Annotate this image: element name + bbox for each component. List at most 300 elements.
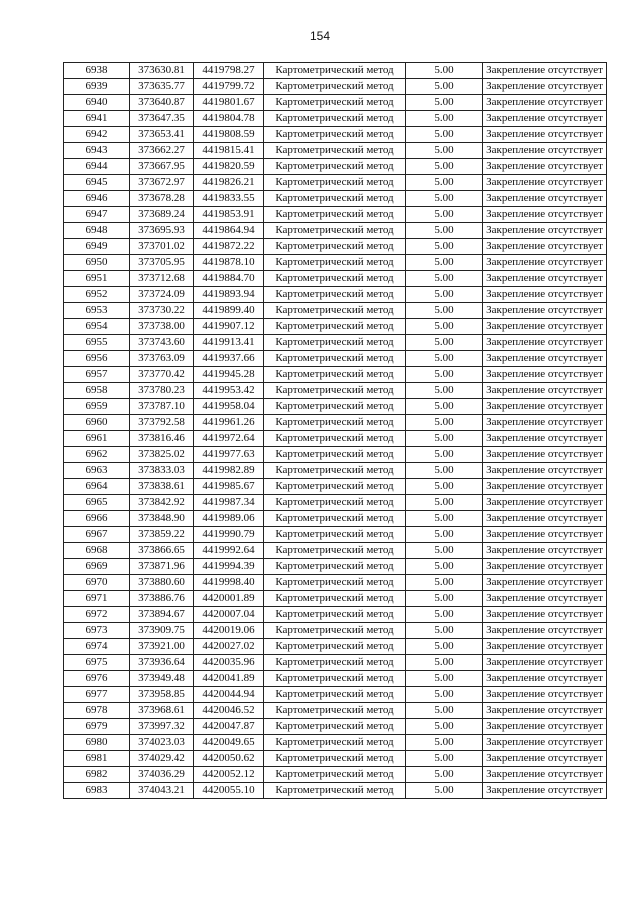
table-row [64,511,607,527]
accuracy-cell: 5.00 [406,399,483,415]
accuracy-cell: 5.00 [406,623,483,639]
method-cell: Картометрический метод [264,479,406,495]
x-coordinate-cell: 373958.85 [130,687,194,703]
fixation-cell: Закрепление отсутствует [483,559,607,575]
method-cell: Картометрический метод [264,287,406,303]
fixation-cell: Закрепление отсутствует [483,751,607,767]
x-coordinate-cell: 373695.93 [130,223,194,239]
accuracy-cell: 5.00 [406,223,483,239]
fixation-cell: Закрепление отсутствует [483,63,607,79]
fixation-cell: Закрепление отсутствует [483,687,607,703]
y-coordinate-cell: 4419799.72 [194,79,264,95]
x-coordinate-cell: 373833.03 [130,463,194,479]
accuracy-cell: 5.00 [406,479,483,495]
point-number-cell: 6950 [64,255,130,271]
method-cell: Картометрический метод [264,383,406,399]
fixation-cell: Закрепление отсутствует [483,511,607,527]
fixation-cell: Закрепление отсутствует [483,767,607,783]
point-number-cell: 6976 [64,671,130,687]
x-coordinate-cell: 373701.02 [130,239,194,255]
y-coordinate-cell: 4419893.94 [194,287,264,303]
y-coordinate-cell: 4420001.89 [194,591,264,607]
method-cell: Картометрический метод [264,223,406,239]
method-cell: Картометрический метод [264,95,406,111]
accuracy-cell: 5.00 [406,111,483,127]
method-cell: Картометрический метод [264,703,406,719]
y-coordinate-cell: 4419833.55 [194,191,264,207]
method-cell: Картометрический метод [264,63,406,79]
method-cell: Картометрический метод [264,111,406,127]
accuracy-cell: 5.00 [406,687,483,703]
y-coordinate-cell: 4420050.62 [194,751,264,767]
fixation-cell: Закрепление отсутствует [483,463,607,479]
accuracy-cell: 5.00 [406,527,483,543]
x-coordinate-cell: 373630.81 [130,63,194,79]
x-coordinate-cell: 373763.09 [130,351,194,367]
accuracy-cell: 5.00 [406,191,483,207]
x-coordinate-cell: 373894.67 [130,607,194,623]
table-row [64,287,607,303]
y-coordinate-cell: 4419864.94 [194,223,264,239]
table-row [64,207,607,223]
method-cell: Картометрический метод [264,527,406,543]
accuracy-cell: 5.00 [406,175,483,191]
point-number-cell: 6939 [64,79,130,95]
y-coordinate-cell: 4419989.06 [194,511,264,527]
y-coordinate-cell: 4419990.79 [194,527,264,543]
method-cell: Картометрический метод [264,239,406,255]
x-coordinate-cell: 373730.22 [130,303,194,319]
table-row [64,623,607,639]
table-row [64,79,607,95]
accuracy-cell: 5.00 [406,335,483,351]
table-row [64,543,607,559]
table-row [64,239,607,255]
accuracy-cell: 5.00 [406,607,483,623]
accuracy-cell: 5.00 [406,79,483,95]
point-number-cell: 6980 [64,735,130,751]
method-cell: Картометрический метод [264,175,406,191]
accuracy-cell: 5.00 [406,575,483,591]
x-coordinate-cell: 373678.28 [130,191,194,207]
point-number-cell: 6940 [64,95,130,111]
accuracy-cell: 5.00 [406,783,483,799]
fixation-cell: Закрепление отсутствует [483,127,607,143]
accuracy-cell: 5.00 [406,287,483,303]
point-number-cell: 6971 [64,591,130,607]
x-coordinate-cell: 373997.32 [130,719,194,735]
y-coordinate-cell: 4419994.39 [194,559,264,575]
method-cell: Картометрический метод [264,751,406,767]
accuracy-cell: 5.00 [406,735,483,751]
fixation-cell: Закрепление отсутствует [483,719,607,735]
fixation-cell: Закрепление отсутствует [483,543,607,559]
method-cell: Картометрический метод [264,607,406,623]
table-row [64,335,607,351]
accuracy-cell: 5.00 [406,719,483,735]
x-coordinate-cell: 373667.95 [130,159,194,175]
accuracy-cell: 5.00 [406,271,483,287]
y-coordinate-cell: 4420019.06 [194,623,264,639]
table-row [64,735,607,751]
point-number-cell: 6978 [64,703,130,719]
accuracy-cell: 5.00 [406,463,483,479]
fixation-cell: Закрепление отсутствует [483,191,607,207]
y-coordinate-cell: 4419953.42 [194,383,264,399]
accuracy-cell: 5.00 [406,751,483,767]
y-coordinate-cell: 4419992.64 [194,543,264,559]
table-row [64,111,607,127]
point-number-cell: 6944 [64,159,130,175]
table-row [64,639,607,655]
fixation-cell: Закрепление отсутствует [483,591,607,607]
x-coordinate-cell: 373662.27 [130,143,194,159]
fixation-cell: Закрепление отсутствует [483,255,607,271]
y-coordinate-cell: 4419972.64 [194,431,264,447]
method-cell: Картометрический метод [264,783,406,799]
fixation-cell: Закрепление отсутствует [483,623,607,639]
point-number-cell: 6974 [64,639,130,655]
y-coordinate-cell: 4419872.22 [194,239,264,255]
x-coordinate-cell: 373838.61 [130,479,194,495]
x-coordinate-cell: 373770.42 [130,367,194,383]
accuracy-cell: 5.00 [406,543,483,559]
method-cell: Картометрический метод [264,415,406,431]
method-cell: Картометрический метод [264,191,406,207]
point-number-cell: 6982 [64,767,130,783]
method-cell: Картометрический метод [264,655,406,671]
point-number-cell: 6963 [64,463,130,479]
accuracy-cell: 5.00 [406,303,483,319]
y-coordinate-cell: 4420035.96 [194,655,264,671]
x-coordinate-cell: 373968.61 [130,703,194,719]
y-coordinate-cell: 4419945.28 [194,367,264,383]
accuracy-cell: 5.00 [406,447,483,463]
table-row [64,559,607,575]
x-coordinate-cell: 373936.64 [130,655,194,671]
x-coordinate-cell: 373909.75 [130,623,194,639]
method-cell: Картометрический метод [264,639,406,655]
fixation-cell: Закрепление отсутствует [483,415,607,431]
method-cell: Картометрический метод [264,399,406,415]
point-number-cell: 6973 [64,623,130,639]
method-cell: Картометрический метод [264,207,406,223]
y-coordinate-cell: 4419913.41 [194,335,264,351]
y-coordinate-cell: 4419853.91 [194,207,264,223]
x-coordinate-cell: 373825.02 [130,447,194,463]
point-number-cell: 6972 [64,607,130,623]
accuracy-cell: 5.00 [406,655,483,671]
table-row [64,751,607,767]
x-coordinate-cell: 373886.76 [130,591,194,607]
fixation-cell: Закрепление отсутствует [483,271,607,287]
x-coordinate-cell: 374029.42 [130,751,194,767]
point-number-cell: 6955 [64,335,130,351]
point-number-cell: 6967 [64,527,130,543]
table-row [64,607,607,623]
x-coordinate-cell: 373743.60 [130,335,194,351]
point-number-cell: 6945 [64,175,130,191]
point-number-cell: 6966 [64,511,130,527]
x-coordinate-cell: 373738.00 [130,319,194,335]
accuracy-cell: 5.00 [406,351,483,367]
table-row [64,399,607,415]
y-coordinate-cell: 4419820.59 [194,159,264,175]
point-number-cell: 6960 [64,415,130,431]
table-row [64,127,607,143]
fixation-cell: Закрепление отсутствует [483,223,607,239]
page-number: 154 [309,29,331,43]
point-number-cell: 6968 [64,543,130,559]
point-number-cell: 6964 [64,479,130,495]
method-cell: Картометрический метод [264,143,406,159]
y-coordinate-cell: 4419907.12 [194,319,264,335]
method-cell: Картометрический метод [264,303,406,319]
y-coordinate-cell: 4420041.89 [194,671,264,687]
point-number-cell: 6969 [64,559,130,575]
accuracy-cell: 5.00 [406,207,483,223]
coordinates-table [63,62,607,799]
x-coordinate-cell: 373647.35 [130,111,194,127]
method-cell: Картометрический метод [264,159,406,175]
table-row [64,303,607,319]
x-coordinate-cell: 373842.92 [130,495,194,511]
method-cell: Картометрический метод [264,351,406,367]
y-coordinate-cell: 4419958.04 [194,399,264,415]
x-coordinate-cell: 373866.65 [130,543,194,559]
y-coordinate-cell: 4419826.21 [194,175,264,191]
point-number-cell: 6975 [64,655,130,671]
y-coordinate-cell: 4420055.10 [194,783,264,799]
y-coordinate-cell: 4419815.41 [194,143,264,159]
point-number-cell: 6943 [64,143,130,159]
table-row [64,703,607,719]
method-cell: Картометрический метод [264,79,406,95]
y-coordinate-cell: 4419798.27 [194,63,264,79]
accuracy-cell: 5.00 [406,159,483,175]
fixation-cell: Закрепление отсутствует [483,175,607,191]
fixation-cell: Закрепление отсутствует [483,351,607,367]
method-cell: Картометрический метод [264,463,406,479]
fixation-cell: Закрепление отсутствует [483,239,607,255]
point-number-cell: 6956 [64,351,130,367]
fixation-cell: Закрепление отсутствует [483,655,607,671]
accuracy-cell: 5.00 [406,767,483,783]
fixation-cell: Закрепление отсутствует [483,335,607,351]
point-number-cell: 6947 [64,207,130,223]
point-number-cell: 6965 [64,495,130,511]
fixation-cell: Закрепление отсутствует [483,447,607,463]
x-coordinate-cell: 373816.46 [130,431,194,447]
x-coordinate-cell: 373848.90 [130,511,194,527]
point-number-cell: 6957 [64,367,130,383]
method-cell: Картометрический метод [264,623,406,639]
table-row [64,223,607,239]
fixation-cell: Закрепление отсутствует [483,735,607,751]
accuracy-cell: 5.00 [406,431,483,447]
y-coordinate-cell: 4419937.66 [194,351,264,367]
accuracy-cell: 5.00 [406,639,483,655]
point-number-cell: 6979 [64,719,130,735]
x-coordinate-cell: 373712.68 [130,271,194,287]
fixation-cell: Закрепление отсутствует [483,639,607,655]
accuracy-cell: 5.00 [406,63,483,79]
method-cell: Картометрический метод [264,671,406,687]
x-coordinate-cell: 373705.95 [130,255,194,271]
accuracy-cell: 5.00 [406,559,483,575]
table-row [64,351,607,367]
x-coordinate-cell: 374036.29 [130,767,194,783]
accuracy-cell: 5.00 [406,127,483,143]
method-cell: Картометрический метод [264,543,406,559]
method-cell: Картометрический метод [264,255,406,271]
table-row [64,175,607,191]
accuracy-cell: 5.00 [406,367,483,383]
accuracy-cell: 5.00 [406,591,483,607]
table-row [64,431,607,447]
table-row [64,527,607,543]
fixation-cell: Закрепление отсутствует [483,207,607,223]
accuracy-cell: 5.00 [406,511,483,527]
fixation-cell: Закрепление отсутствует [483,95,607,111]
fixation-cell: Закрепление отсутствует [483,607,607,623]
x-coordinate-cell: 373949.48 [130,671,194,687]
point-number-cell: 6961 [64,431,130,447]
x-coordinate-cell: 374043.21 [130,783,194,799]
method-cell: Картометрический метод [264,447,406,463]
table-row [64,447,607,463]
table-row [64,319,607,335]
fixation-cell: Закрепление отсутствует [483,783,607,799]
method-cell: Картометрический метод [264,559,406,575]
accuracy-cell: 5.00 [406,671,483,687]
accuracy-cell: 5.00 [406,239,483,255]
table-row [64,63,607,79]
accuracy-cell: 5.00 [406,95,483,111]
table-row [64,143,607,159]
table-row [64,95,607,111]
point-number-cell: 6951 [64,271,130,287]
point-number-cell: 6949 [64,239,130,255]
table-row [64,495,607,511]
y-coordinate-cell: 4419977.63 [194,447,264,463]
fixation-cell: Закрепление отсутствует [483,431,607,447]
y-coordinate-cell: 4419899.40 [194,303,264,319]
table-row [64,783,607,799]
method-cell: Картометрический метод [264,719,406,735]
fixation-cell: Закрепление отсутствует [483,143,607,159]
table-row [64,687,607,703]
fixation-cell: Закрепление отсутствует [483,303,607,319]
x-coordinate-cell: 373640.87 [130,95,194,111]
table-row [64,159,607,175]
x-coordinate-cell: 373780.23 [130,383,194,399]
method-cell: Картометрический метод [264,591,406,607]
fixation-cell: Закрепление отсутствует [483,671,607,687]
method-cell: Картометрический метод [264,575,406,591]
y-coordinate-cell: 4419808.59 [194,127,264,143]
accuracy-cell: 5.00 [406,703,483,719]
method-cell: Картометрический метод [264,431,406,447]
method-cell: Картометрический метод [264,767,406,783]
point-number-cell: 6959 [64,399,130,415]
x-coordinate-cell: 373635.77 [130,79,194,95]
table-row [64,415,607,431]
table-row [64,671,607,687]
point-number-cell: 6952 [64,287,130,303]
x-coordinate-cell: 373672.97 [130,175,194,191]
point-number-cell: 6962 [64,447,130,463]
point-number-cell: 6958 [64,383,130,399]
accuracy-cell: 5.00 [406,255,483,271]
x-coordinate-cell: 373921.00 [130,639,194,655]
y-coordinate-cell: 4420046.52 [194,703,264,719]
point-number-cell: 6977 [64,687,130,703]
table-row [64,255,607,271]
fixation-cell: Закрепление отсутствует [483,79,607,95]
point-number-cell: 6941 [64,111,130,127]
method-cell: Картометрический метод [264,511,406,527]
accuracy-cell: 5.00 [406,383,483,399]
y-coordinate-cell: 4419804.78 [194,111,264,127]
point-number-cell: 6948 [64,223,130,239]
method-cell: Картометрический метод [264,127,406,143]
y-coordinate-cell: 4419884.70 [194,271,264,287]
y-coordinate-cell: 4419985.67 [194,479,264,495]
fixation-cell: Закрепление отсутствует [483,367,607,383]
y-coordinate-cell: 4420027.02 [194,639,264,655]
table-row [64,271,607,287]
x-coordinate-cell: 373787.10 [130,399,194,415]
table-row [64,719,607,735]
fixation-cell: Закрепление отсутствует [483,383,607,399]
x-coordinate-cell: 373653.41 [130,127,194,143]
y-coordinate-cell: 4420007.04 [194,607,264,623]
point-number-cell: 6983 [64,783,130,799]
point-number-cell: 6953 [64,303,130,319]
fixation-cell: Закрепление отсутствует [483,575,607,591]
method-cell: Картометрический метод [264,687,406,703]
x-coordinate-cell: 373689.24 [130,207,194,223]
table-row [64,479,607,495]
fixation-cell: Закрепление отсутствует [483,111,607,127]
method-cell: Картометрический метод [264,319,406,335]
fixation-cell: Закрепление отсутствует [483,319,607,335]
table-body [64,63,607,799]
table-row [64,191,607,207]
x-coordinate-cell: 373859.22 [130,527,194,543]
point-number-cell: 6946 [64,191,130,207]
table-row [64,767,607,783]
x-coordinate-cell: 373724.09 [130,287,194,303]
accuracy-cell: 5.00 [406,143,483,159]
table-row [64,575,607,591]
y-coordinate-cell: 4419801.67 [194,95,264,111]
table-row [64,463,607,479]
table-row [64,655,607,671]
x-coordinate-cell: 373792.58 [130,415,194,431]
method-cell: Картометрический метод [264,735,406,751]
point-number-cell: 6970 [64,575,130,591]
accuracy-cell: 5.00 [406,415,483,431]
method-cell: Картометрический метод [264,367,406,383]
point-number-cell: 6981 [64,751,130,767]
fixation-cell: Закрепление отсутствует [483,399,607,415]
point-number-cell: 6942 [64,127,130,143]
fixation-cell: Закрепление отсутствует [483,703,607,719]
x-coordinate-cell: 374023.03 [130,735,194,751]
y-coordinate-cell: 4419998.40 [194,575,264,591]
